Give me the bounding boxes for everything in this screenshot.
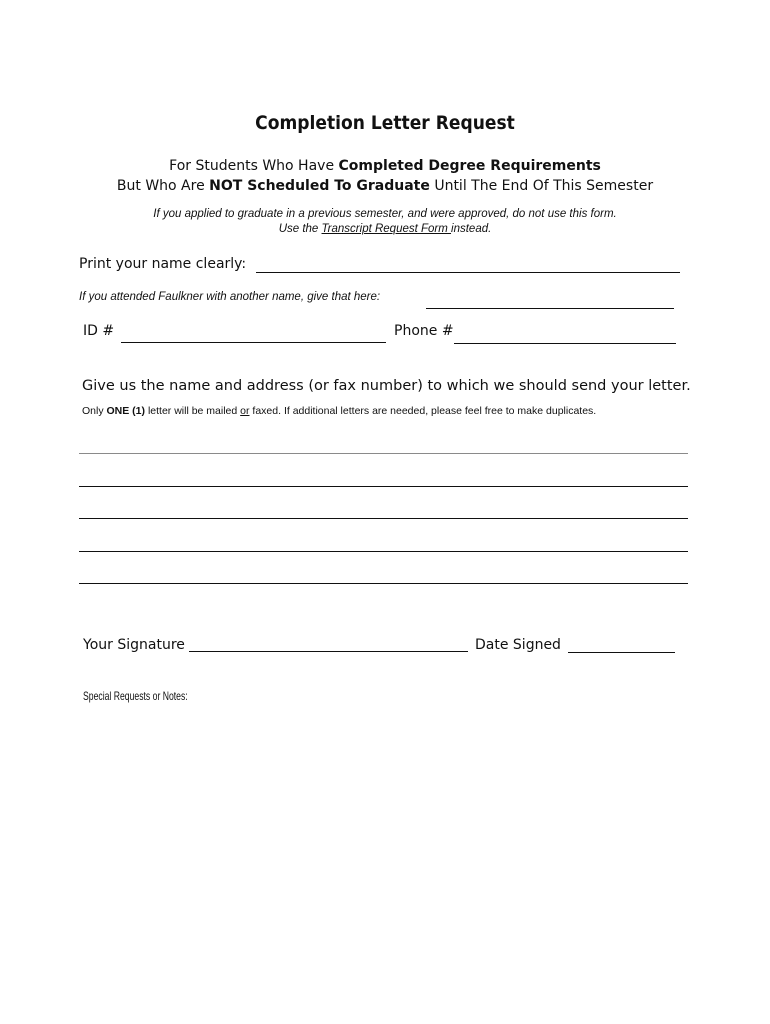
address-note-pre: Only — [82, 405, 107, 417]
name-field[interactable] — [256, 272, 680, 273]
other-name-field[interactable] — [426, 308, 674, 309]
other-name-label: If you attended Faulkner with another name, give that here: — [79, 291, 381, 303]
date-signed-label: Date Signed — [475, 637, 561, 653]
transcript-request-link[interactable]: Transcript Request Form — [321, 223, 452, 235]
address-line-5[interactable] — [79, 583, 688, 584]
address-note — [82, 405, 596, 417]
subtitle-2-pre: But Who Are — [116, 178, 210, 194]
subtitle-line-2 — [0, 178, 770, 194]
address-note-post: faxed. If additional letters are needed, please feel free to make duplicates. — [249, 405, 597, 417]
subtitle-1-text: For Students Who Have — [169, 158, 339, 174]
subtitle-2-post: Until The End Of This Semester — [429, 178, 654, 194]
address-line-2[interactable] — [79, 486, 688, 487]
address-note-mid: letter will be mailed — [145, 405, 241, 417]
notice-2-pre: Use the — [278, 223, 322, 235]
notes-label: Special Requests or Notes: — [83, 689, 188, 703]
address-line-1[interactable] — [79, 453, 688, 454]
form-title: Completion Letter Request — [255, 112, 515, 134]
address-note-or: or — [240, 405, 250, 417]
signature-field[interactable] — [189, 651, 468, 652]
notice-2-post: instead. — [451, 223, 492, 235]
notice-line-1: If you applied to graduate in a previous semester, and were approved, do not use this form. — [153, 208, 617, 220]
address-line-3[interactable] — [79, 518, 688, 519]
address-prompt: Give us the name and address (or fax number) to which we should send your letter. — [82, 378, 691, 394]
address-line-4[interactable] — [79, 551, 688, 552]
subtitle-1-bold: Completed Degree Requirements — [338, 158, 601, 174]
signature-label: Your Signature — [83, 637, 185, 653]
address-note-bold: ONE (1) — [106, 405, 146, 417]
id-label: ID # — [83, 323, 115, 339]
notice-line-2 — [0, 223, 770, 235]
subtitle-2-bold: NOT Scheduled To Graduate — [209, 178, 430, 194]
id-field[interactable] — [121, 342, 386, 343]
phone-field[interactable] — [454, 343, 676, 344]
subtitle-line-1 — [0, 158, 770, 174]
phone-label: Phone # — [394, 323, 454, 339]
name-label: Print your name clearly: — [79, 256, 247, 272]
date-signed-field[interactable] — [568, 652, 675, 653]
